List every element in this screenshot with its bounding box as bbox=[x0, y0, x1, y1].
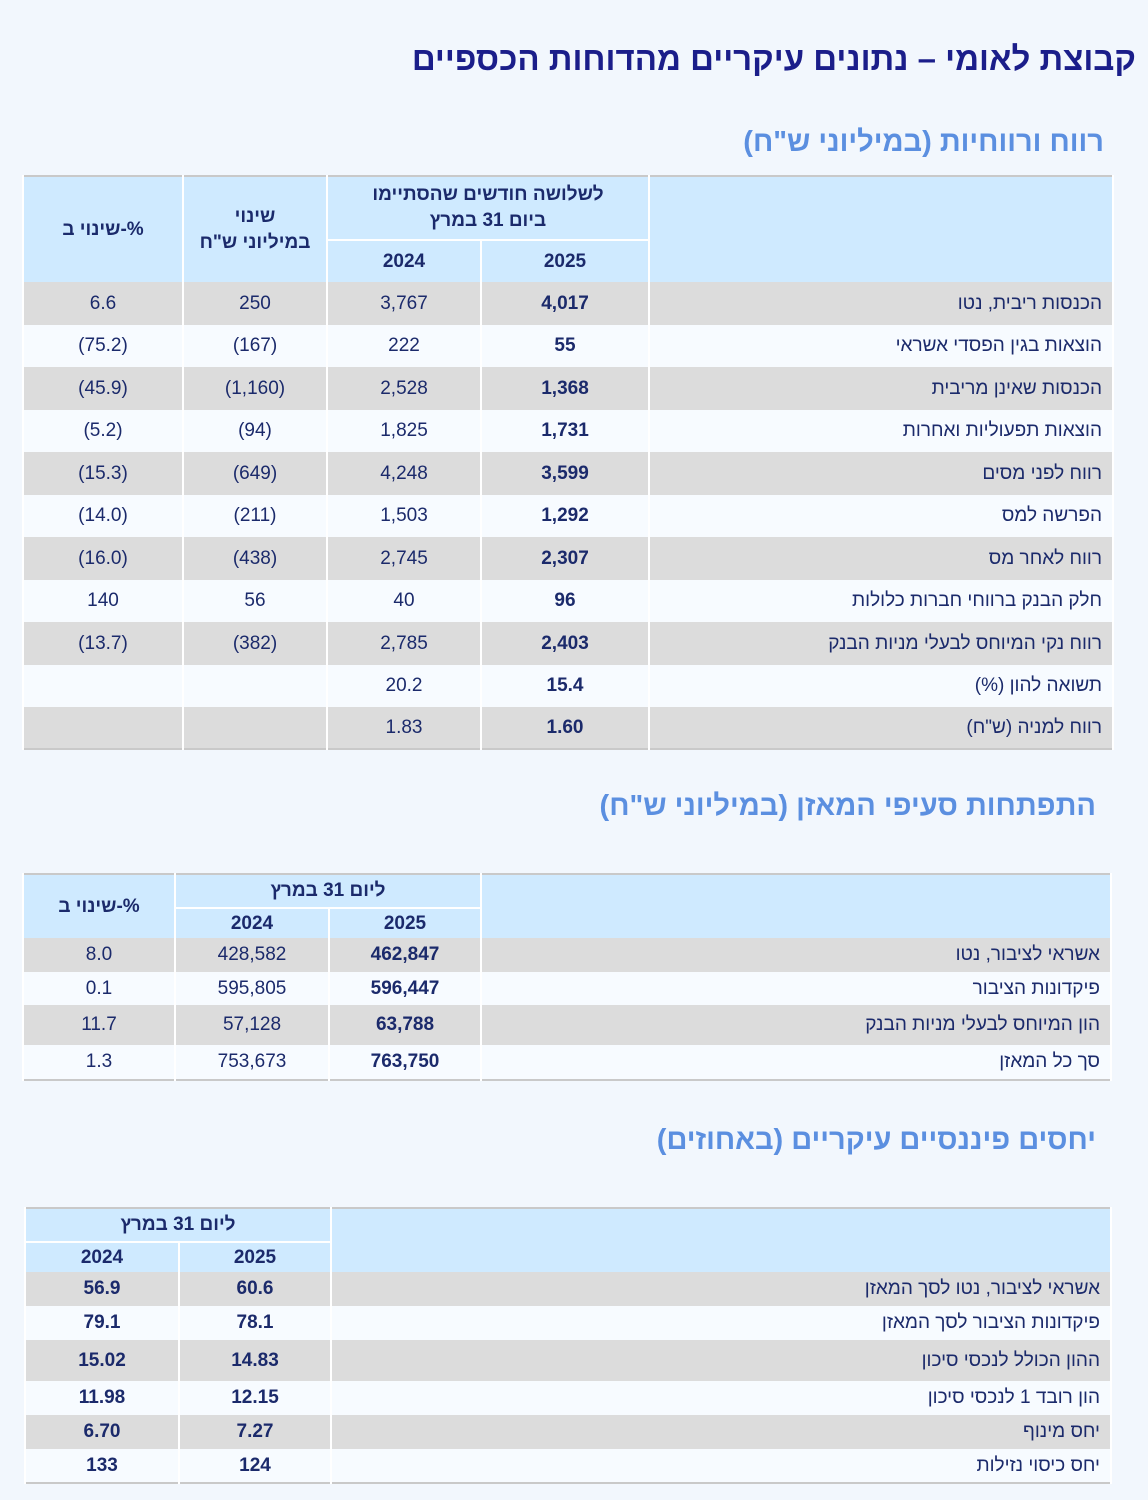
table-row bbox=[23, 622, 1113, 665]
row-label: יחס כיסוי נזילות bbox=[331, 1449, 1111, 1483]
table-row bbox=[23, 938, 1111, 972]
table-cell: 124 bbox=[179, 1449, 331, 1483]
year-2024-header: 2024 bbox=[175, 908, 329, 938]
table-row bbox=[23, 282, 1113, 325]
table-row bbox=[25, 1381, 1111, 1415]
table-cell: 1.60 bbox=[481, 707, 649, 749]
label-header bbox=[649, 176, 1113, 282]
label-header bbox=[331, 1208, 1111, 1272]
row-label: ההון הכולל לנכסי סיכון bbox=[331, 1340, 1111, 1381]
table-cell: 753,673 bbox=[175, 1045, 329, 1080]
table-cell: (211) bbox=[183, 495, 327, 537]
ratios-table bbox=[24, 1207, 1112, 1484]
row-label: הכנסות ריבית, נטו bbox=[649, 282, 1113, 325]
table-cell: 12.15 bbox=[179, 1381, 331, 1415]
table-cell: 428,582 bbox=[175, 938, 329, 972]
table-cell: (15.3) bbox=[23, 452, 183, 495]
table-cell: 11.98 bbox=[25, 1381, 179, 1415]
table-cell: (1,160) bbox=[183, 367, 327, 410]
row-label: רווח נקי המיוחס לבעלי מניות הבנק bbox=[649, 622, 1113, 665]
change-pct-header: שינוי ב-% bbox=[23, 874, 175, 938]
table-cell: 222 bbox=[327, 325, 481, 367]
table-cell: 14.83 bbox=[179, 1340, 331, 1381]
table-cell: 2,528 bbox=[327, 367, 481, 410]
table-cell: 0.1 bbox=[23, 972, 175, 1005]
row-label: הון רובד 1 לנכסי סיכון bbox=[331, 1381, 1111, 1415]
period-header bbox=[327, 176, 649, 240]
table-cell: 2,403 bbox=[481, 622, 649, 665]
table-cell: 1,292 bbox=[481, 495, 649, 537]
table-cell: 20.2 bbox=[327, 665, 481, 707]
change-pct-header: שינוי ב-% bbox=[23, 176, 183, 282]
table-row bbox=[25, 1449, 1111, 1483]
table-cell bbox=[183, 665, 327, 707]
table-cell: 57,128 bbox=[175, 1005, 329, 1045]
profit-table bbox=[22, 175, 1114, 750]
table-cell bbox=[23, 707, 183, 749]
header-line: לשלושה חודשים שהסתיימו bbox=[372, 184, 604, 205]
table-cell: 63,788 bbox=[329, 1005, 481, 1045]
table-cell: 4,017 bbox=[481, 282, 649, 325]
table-cell: 79.1 bbox=[25, 1306, 179, 1340]
table-cell: 462,847 bbox=[329, 938, 481, 972]
table-cell: 4,248 bbox=[327, 452, 481, 495]
table-cell: 763,750 bbox=[329, 1045, 481, 1080]
table-row bbox=[23, 452, 1113, 495]
table-cell: (75.2) bbox=[23, 325, 183, 367]
table-cell: 7.27 bbox=[179, 1415, 331, 1449]
table-row bbox=[25, 1306, 1111, 1340]
table-cell: (382) bbox=[183, 622, 327, 665]
table-cell: 596,447 bbox=[329, 972, 481, 1005]
table-cell: 8.0 bbox=[23, 938, 175, 972]
table-cell: (5.2) bbox=[23, 410, 183, 452]
table-cell: (438) bbox=[183, 537, 327, 580]
table-cell: (16.0) bbox=[23, 537, 183, 580]
header-line: ביום 31 במרץ bbox=[429, 210, 547, 231]
table-cell: 1.3 bbox=[23, 1045, 175, 1080]
table-cell: 15.02 bbox=[25, 1340, 179, 1381]
profit-section-title: רווח ורווחיות (במיליוני ש"ח) bbox=[743, 126, 1104, 158]
table-cell: (94) bbox=[183, 410, 327, 452]
header-line: שינוי bbox=[234, 205, 276, 227]
table-cell: 55 bbox=[481, 325, 649, 367]
table-row bbox=[23, 325, 1113, 367]
table-row bbox=[25, 1415, 1111, 1449]
table-cell: 2,785 bbox=[327, 622, 481, 665]
row-label: סך כל המאזן bbox=[481, 1045, 1111, 1080]
row-label: הפרשה למס bbox=[649, 495, 1113, 537]
table-row bbox=[23, 410, 1113, 452]
label-header bbox=[481, 874, 1111, 938]
table-cell: (14.0) bbox=[23, 495, 183, 537]
table-row bbox=[23, 1005, 1111, 1045]
row-label: רווח לפני מסים bbox=[649, 452, 1113, 495]
row-label: הון המיוחס לבעלי מניות הבנק bbox=[481, 1005, 1111, 1045]
date-header: ליום 31 במרץ bbox=[175, 874, 481, 908]
table-cell: 11.7 bbox=[23, 1005, 175, 1045]
table-cell: 2,307 bbox=[481, 537, 649, 580]
balance-section-title: התפתחות סעיפי המאזן (במיליוני ש"ח) bbox=[599, 790, 1096, 822]
year-2024-header: 2024 bbox=[25, 1242, 179, 1272]
row-label: אשראי לציבור, נטו לסך המאזן bbox=[331, 1272, 1111, 1306]
table-cell: 1,503 bbox=[327, 495, 481, 537]
table-cell: 3,599 bbox=[481, 452, 649, 495]
table-cell: 1.83 bbox=[327, 707, 481, 749]
table-row bbox=[23, 1045, 1111, 1080]
header-line: במיליוני ש"ח bbox=[199, 231, 311, 253]
date-header: ליום 31 במרץ bbox=[25, 1208, 331, 1242]
table-cell: 40 bbox=[327, 580, 481, 622]
table-row bbox=[23, 495, 1113, 537]
row-label: הוצאות בגין הפסדי אשראי bbox=[649, 325, 1113, 367]
balance-table bbox=[22, 873, 1112, 1081]
table-cell: 3,767 bbox=[327, 282, 481, 325]
row-label: רווח למניה (ש"ח) bbox=[649, 707, 1113, 749]
table-row bbox=[23, 580, 1113, 622]
row-label: הכנסות שאינן מריבית bbox=[649, 367, 1113, 410]
table-cell: 133 bbox=[25, 1449, 179, 1483]
table-cell: 56 bbox=[183, 580, 327, 622]
table-cell: (167) bbox=[183, 325, 327, 367]
table-row bbox=[25, 1340, 1111, 1381]
table-cell: 6.6 bbox=[23, 282, 183, 325]
row-label: יחס מינוף bbox=[331, 1415, 1111, 1449]
table-row bbox=[23, 537, 1113, 580]
table-row bbox=[23, 707, 1113, 749]
table-cell: 96 bbox=[481, 580, 649, 622]
ratios-section-title: יחסים פיננסיים עיקריים (באחוזים) bbox=[656, 1124, 1096, 1156]
year-2025-header: 2025 bbox=[329, 908, 481, 938]
table-cell: 1,368 bbox=[481, 367, 649, 410]
table-cell: 140 bbox=[23, 580, 183, 622]
table-cell: (45.9) bbox=[23, 367, 183, 410]
table-cell: 60.6 bbox=[179, 1272, 331, 1306]
table-cell: 78.1 bbox=[179, 1306, 331, 1340]
year-2025-header: 2025 bbox=[179, 1242, 331, 1272]
row-label: תשואה להון (%) bbox=[649, 665, 1113, 707]
table-row bbox=[23, 367, 1113, 410]
year-2024-header: 2024 bbox=[327, 240, 481, 282]
year-2025-header: 2025 bbox=[481, 240, 649, 282]
table-cell: 1,731 bbox=[481, 410, 649, 452]
table-cell: 250 bbox=[183, 282, 327, 325]
table-row bbox=[23, 972, 1111, 1005]
change-nis-header bbox=[183, 176, 327, 282]
table-cell bbox=[23, 665, 183, 707]
table-cell: 56.9 bbox=[25, 1272, 179, 1306]
row-label: רווח לאחר מס bbox=[649, 537, 1113, 580]
table-cell: (649) bbox=[183, 452, 327, 495]
table-cell: 595,805 bbox=[175, 972, 329, 1005]
row-label: פיקדונות הציבור לסך המאזן bbox=[331, 1306, 1111, 1340]
table-cell bbox=[183, 707, 327, 749]
table-cell: 15.4 bbox=[481, 665, 649, 707]
table-cell: (13.7) bbox=[23, 622, 183, 665]
row-label: פיקדונות הציבור bbox=[481, 972, 1111, 1005]
row-label: חלק הבנק ברווחי חברות כלולות bbox=[649, 580, 1113, 622]
table-row bbox=[23, 665, 1113, 707]
row-label: אשראי לציבור, נטו bbox=[481, 938, 1111, 972]
table-cell: 6.70 bbox=[25, 1415, 179, 1449]
row-label: הוצאות תפעוליות ואחרות bbox=[649, 410, 1113, 452]
page-title: קבוצת לאומי – נתונים עיקריים מהדוחות הכספיים bbox=[411, 40, 1136, 77]
table-cell: 2,745 bbox=[327, 537, 481, 580]
table-cell: 1,825 bbox=[327, 410, 481, 452]
table-row bbox=[25, 1272, 1111, 1306]
